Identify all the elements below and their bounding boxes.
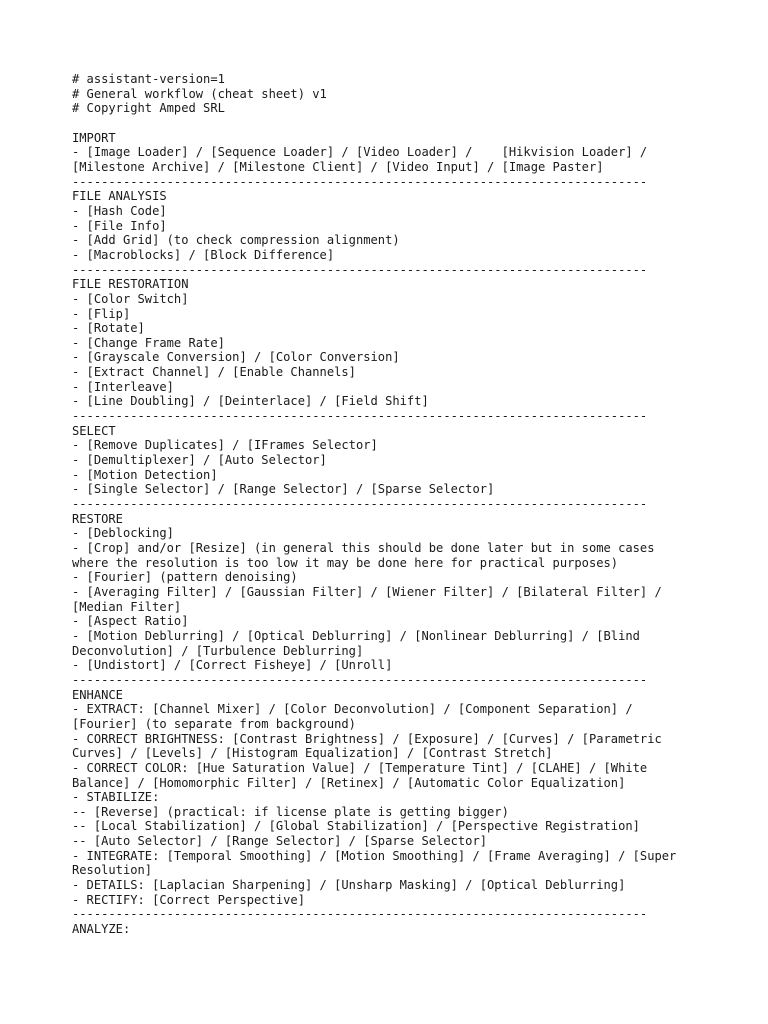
list-item: - [Image Loader] / [Sequence Loader] / [Video Loader] / [Hikvision Loader] / <box>72 145 648 160</box>
list-item: - [Add Grid] (to check compression alignment) <box>72 233 400 248</box>
section-heading: IMPORT <box>72 130 116 145</box>
text-line: where the resolution is too low it may be done here for practical purposes) <box>72 555 619 570</box>
separator-line: ------------------------------------------------------------------------------- <box>72 497 648 512</box>
list-item: - [Fourier] (pattern denoising) <box>72 570 298 585</box>
list-item: - [Undistort] / [Correct Fisheye] / [Unroll] <box>72 658 393 673</box>
comment-line: # assistant-version=1 <box>72 72 225 86</box>
list-item: - [Crop] and/or [Resize] (in general this should be done later but in some cases <box>72 541 655 555</box>
list-item: - [Line Doubling] / [Deinterlace] / [Field Shift] <box>72 394 429 409</box>
list-item: - [Demultiplexer] / [Auto Selector] <box>72 453 327 468</box>
section-heading: RESTORE <box>72 511 123 526</box>
list-item: - [Single Selector] / [Range Selector] / [Sparse Selector] <box>72 482 495 497</box>
list-item: - [Change Frame Rate] <box>72 335 225 350</box>
section-heading: FILE ANALYSIS <box>72 189 167 204</box>
list-item: - INTEGRATE: [Temporal Smoothing] / [Motion Smoothing] / [Frame Averaging] / [Super <box>72 848 677 863</box>
list-item: - [Motion Detection] <box>72 467 218 482</box>
list-item: - [Motion Deblurring] / [Optical Deblurring] / [Nonlinear Deblurring] / [Blind <box>72 628 640 643</box>
list-item: -- [Reverse] (practical: if license plate is getting bigger) <box>72 804 509 819</box>
section-heading: FILE RESTORATION <box>72 277 189 292</box>
list-item: - RECTIFY: [Correct Perspective] <box>72 892 305 907</box>
list-item: -- [Local Stabilization] / [Global Stabilization] / [Perspective Registration] <box>72 819 640 834</box>
list-item: - [Hash Code] <box>72 203 167 218</box>
list-item: - CORRECT BRIGHTNESS: [Contrast Brightness] / [Exposure] / [Curves] / [Parametric <box>72 731 662 746</box>
list-item: - [Grayscale Conversion] / [Color Conversion] <box>72 350 400 365</box>
section-heading: ANALYZE: <box>72 922 131 937</box>
section-heading: SELECT <box>72 423 116 438</box>
list-item: - [File Info] <box>72 218 167 233</box>
list-item: - [Flip] <box>72 306 131 321</box>
list-item: - [Averaging Filter] / [Gaussian Filter] / [Wiener Filter] / [Bilateral Filter] / <box>72 584 662 599</box>
list-item: - [Remove Duplicates] / [IFrames Selector] <box>72 438 378 453</box>
text-line: [Median Filter] <box>72 599 182 614</box>
list-item: - [Aspect Ratio] <box>72 614 189 629</box>
list-item: - CORRECT COLOR: [Hue Saturation Value] / [Temperature Tint] / [CLAHE] / [White <box>72 760 648 775</box>
list-item: - [Rotate] <box>72 321 145 336</box>
separator-line: ------------------------------------------------------------------------------- <box>72 409 648 424</box>
text-line: Resolution] <box>72 863 153 878</box>
list-item: - DETAILS: [Laplacian Sharpening] / [Unsharp Masking] / [Optical Deblurring] <box>72 878 626 893</box>
separator-line: ------------------------------------------------------------------------------- <box>72 262 648 277</box>
text-line: [Milestone Archive] / [Milestone Client] / [Video Input] / [Image Paster] <box>72 159 604 174</box>
comment-line: # Copyright Amped SRL <box>72 101 225 116</box>
list-item: - [Macroblocks] / [Block Difference] <box>72 247 335 262</box>
list-item: - [Color Switch] <box>72 291 189 306</box>
section-heading: ENHANCE <box>72 687 123 702</box>
list-item: - STABILIZE: <box>72 790 160 805</box>
text-line: Balance] / [Homomorphic Filter] / [Retinex] / [Automatic Color Equalization] <box>72 775 626 790</box>
separator-line: ------------------------------------------------------------------------------- <box>72 907 648 922</box>
list-item: - [Extract Channel] / [Enable Channels] <box>72 365 356 380</box>
blank-line <box>72 116 762 131</box>
list-item: - [Deblocking] <box>72 526 174 541</box>
separator-line: ------------------------------------------------------------------------------- <box>72 672 648 687</box>
list-item: -- [Auto Selector] / [Range Selector] / [Sparse Selector] <box>72 834 488 849</box>
list-item: - EXTRACT: [Channel Mixer] / [Color Deconvolution] / [Component Separation] / <box>72 702 633 717</box>
document-body <box>72 72 762 937</box>
separator-line: ------------------------------------------------------------------------------- <box>72 174 648 189</box>
text-line: Deconvolution] / [Turbulence Deblurring] <box>72 643 364 658</box>
list-item: - [Interleave] <box>72 379 174 394</box>
text-line: [Fourier] (to separate from background) <box>72 716 356 731</box>
text-line: Curves] / [Levels] / [Histogram Equalization] / [Contrast Stretch] <box>72 746 553 761</box>
comment-line: # General workflow (cheat sheet) v1 <box>72 86 327 101</box>
